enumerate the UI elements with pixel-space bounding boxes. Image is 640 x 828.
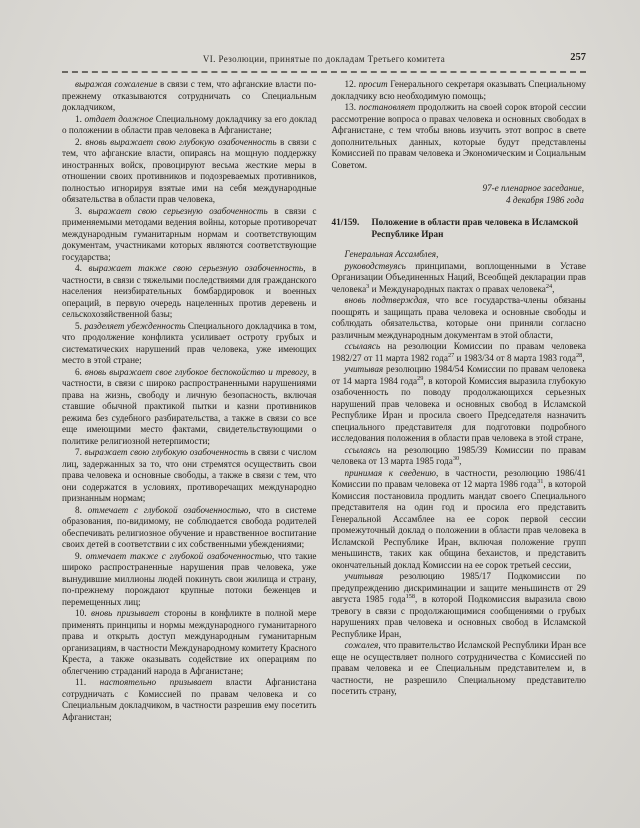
text-segment: 13.	[344, 102, 359, 112]
text-segment: стороны в конфликте в полной мере применять принципы и нормы международного гуманитарного права и открыть доступ международным гуманитарным организациям, в частности Международному комитету Красного Креста, а также оказывать содействие их операциям по облегчению страданий народа в Афганистане;	[62, 608, 317, 676]
paragraph	[62, 447, 317, 505]
text-segment: продолжить на своей сорок второй сессии рассмотрение вопроса о правах человека и основных свободах в Афганистане, с тем чтобы вновь изучить этот вопрос в свете дополнительных данных, которые будут представлены Комиссией по правам человека и Экономическим и Социальным Советом.	[331, 102, 586, 170]
footnote-ref: 158	[405, 592, 416, 600]
text-segment: 5.	[75, 320, 85, 331]
paragraph	[62, 505, 317, 551]
text-segment: ,	[582, 352, 585, 363]
footnote-ref: 28	[575, 351, 583, 359]
paragraph	[332, 640, 587, 698]
paragraph	[332, 249, 587, 261]
text-segment: в связи с тем, что афганские власти, опираясь на мощную поддержку иностранных войск, провоцируют весьма жесткие меры в отношении своих противников и подозреваемых противников, полностью игнорируя взятые ими на себя международные обязательства в области прав человека,	[62, 136, 317, 204]
paragraph	[62, 367, 317, 448]
text-segment: выражает свою серьезную озабоченность	[88, 205, 268, 216]
text-segment: учитывая	[344, 364, 384, 374]
text-segment: выражает свою глубокую озабоченность	[84, 447, 249, 457]
footnote-ref: 27	[447, 351, 455, 359]
footnote-ref: 30	[452, 454, 460, 462]
text-segment: 10.	[75, 608, 92, 618]
text-segment: 3.	[75, 205, 89, 216]
text-segment: 2.	[75, 136, 86, 147]
meeting-note	[332, 182, 585, 206]
left-column	[62, 79, 317, 723]
text-segment: что правительство Исламской Республики Иран все еще не осуществляет полного сотрудничества с Комиссией по правам человека и ее Специальным представителем и, в частности, не разрешило Специальному представителю посетить страну,	[331, 640, 586, 696]
text-segment: в частности, в связи с широко распространенными нарушениями права на жизнь, свободу и личную безопасность, включая ставшие обычной практикой пытки и казни противников режима без судебного разбирательства, а также в связи со все еще имеющими место фактами, свидетельствующими о политике религиозной нетерпимости;	[62, 366, 317, 446]
text-segment: , в которой Комиссия постановила продлить мандат своего Специального представителя на один год и просила его представить Генеральной Ассамблее на ее сорок первой сессии промежуточный доклад о положении в области прав человека в Исламской Республике Иран, включая положение групп меньшинств, таких как община бехаистов, и представить окончательный доклад Комиссии на ее сорок третьей сессии,	[331, 479, 586, 570]
text-segment: Генерального секретаря оказывать Специальному докладчику всю необходимую помощь;	[331, 79, 586, 101]
paragraph	[332, 102, 587, 171]
text-segment: резолюцию 1984/54 Комиссии по правам человека от 14 марта 1984 года	[331, 364, 586, 386]
text-segment: 4.	[75, 263, 89, 273]
text-segment: отдает должное	[84, 113, 154, 124]
resolution-number: 41/159.	[331, 217, 360, 227]
text-segment: принимая к сведению,	[344, 467, 439, 478]
text-segment: 8.	[75, 504, 88, 515]
page-number: 257	[570, 52, 586, 63]
right-column	[332, 79, 587, 723]
text-segment: в связи с применяемыми методами ведения войны, которые противоречат международным гуманитарным нормам и соответствующим документам, участниками которых являются соответствующие государства;	[62, 205, 317, 262]
header-divider	[62, 71, 586, 73]
text-segment: ,	[459, 456, 462, 466]
text-segment: вновь подтверждая,	[344, 295, 430, 305]
text-segment: и 1983/34 от 8 марта 1983 года	[454, 352, 576, 363]
paragraph	[332, 295, 587, 341]
page-header	[62, 54, 586, 68]
resolution-heading	[332, 216, 587, 240]
text-segment: сожалея,	[344, 640, 381, 650]
paragraph	[332, 364, 587, 445]
text-segment: в частности, в связи с тяжелыми последствиями для гражданского населения неизбирательных бомбардировок и военных операций, в первую очередь нацеленных против деревень и сельскохозяйственной базы;	[62, 263, 317, 319]
text-segment: на резолюцию 1985/39 Комиссии по правам человека от 13 марта 1985 года	[331, 444, 586, 466]
text-segment: Генеральная Ассамблея,	[344, 249, 439, 259]
text-segment: что в системе образования, по-видимому, не соблюдается свобода родителей обеспечивать религиозное обучение и нравственное воспитание своих детей в соответствии с их собственными убеждениями;	[62, 504, 317, 549]
text-segment: настоятельно призывает	[99, 677, 213, 687]
text-segment: резолюцию 1985/17 Подкомиссии по предупреждению дискриминации и защите меньшинств от 29 августа 1985 года	[331, 571, 586, 604]
text-segment: Специального докладчика в том, что продолжение конфликта усиливает остроту грубых и систематических нарушений прав человека, уже имеющих место в этой стране;	[62, 320, 317, 365]
paragraph	[332, 445, 587, 468]
text-segment: 6.	[75, 366, 85, 377]
footnote-ref: 3	[366, 282, 370, 290]
text-segment: постановляет	[358, 102, 416, 112]
resolution-title: Положение в области прав человека в Исламской Республике Иран	[371, 217, 579, 239]
paragraph	[332, 261, 587, 296]
footnote-ref: 29	[417, 374, 424, 382]
paragraph	[62, 608, 317, 677]
text-segment: , в которой Комиссия выразила глубокую озабоченность по поводу продолжающихся серьезных нарушений прав человека и основных свобод в Исламской Республике Иран и просила своего Председателя назначить специального представителя для подготовки подробного исследования положения в области прав человека в этой стране,	[331, 375, 586, 443]
meeting-note-line: 4 декабря 1986 года	[505, 195, 584, 205]
text-columns	[62, 79, 586, 723]
text-segment: вновь выражает свою глубокую озабоченность	[85, 136, 277, 147]
text-segment: принципами, воплощенными в Уставе Организации Объединенных Наций, Всеобщей декларации прав человека	[331, 260, 586, 294]
text-segment: в частности, резолюцию 1986/41 Комиссии по правам человека от 12 марта 1986 года	[331, 467, 586, 489]
text-segment: разделяет убежденность	[84, 320, 186, 331]
paragraph	[332, 468, 587, 572]
paragraph	[332, 79, 587, 102]
text-segment: вновь призывает	[91, 608, 160, 618]
paragraph	[62, 677, 317, 723]
text-segment: вновь выражает свое глубокое беспокойство и тревогу,	[84, 366, 310, 377]
meeting-note-line: 97-е пленарное заседание,	[482, 183, 584, 193]
paragraph	[62, 206, 317, 264]
text-segment: отмечает также с глубокой озабоченностью,	[85, 550, 275, 561]
text-segment: в связи с числом лиц, задержанных за то, что они стремятся осуществить свои права человека и основные свободы, а также в связи с тем, что они содержатся в условиях, противоречащих международно признанным нормам;	[62, 447, 317, 503]
text-segment: 11.	[75, 677, 100, 687]
paragraph	[62, 263, 317, 321]
text-segment: на резолюции Комиссии по правам человека 1982/27 от 11 марта 1982 года	[331, 341, 586, 363]
text-segment: 9.	[75, 550, 86, 561]
text-segment: выражает также свою серьезную озабоченность,	[88, 263, 306, 273]
paragraph	[62, 79, 317, 114]
text-segment: 1.	[75, 113, 85, 124]
text-segment: выражая сожаление	[75, 79, 158, 89]
text-segment: учитывая	[344, 571, 384, 581]
text-segment: ссылаясь	[344, 444, 381, 455]
paragraph	[332, 341, 587, 364]
text-segment: ссылаясь	[344, 341, 381, 351]
text-segment: 7.	[75, 447, 85, 457]
text-segment: отмечает с глубокой озабоченностью,	[87, 504, 251, 515]
text-segment: что такие широко распространенные нарушения прав человека, уже вынудившие миллионы людей покинуть свои жилища и страну, по-прежнему порождают крупные потоки беженцев и перемещенных лиц;	[62, 550, 317, 607]
text-segment: и Международных пактах о правах человека	[369, 283, 546, 294]
text-segment: ,	[552, 283, 555, 294]
text-segment: руководствуясь	[344, 260, 406, 271]
paragraph	[332, 571, 587, 640]
text-segment: 12.	[344, 79, 359, 89]
text-segment: просит	[358, 79, 388, 89]
text-segment: что все государства-члены обязаны поощрять и защищать права человека и основные свободы и соблюдать обязательства, которые они приняли согласно различным международным документам в этой области,	[331, 295, 586, 340]
text-segment: , в которой Подкомиссия выразила свою тревогу в связи с продолжающимися сообщениями о грубых нарушениях прав человека и основных свобод в Исламской Республике Иран,	[331, 594, 586, 639]
paragraph	[62, 137, 317, 206]
paragraph	[62, 551, 317, 609]
footnote-ref: 24	[545, 282, 553, 290]
text-segment: Специальному докладчику за его доклад о положении в области прав человека в Афганистане;	[62, 113, 317, 135]
text-segment: в связи с тем, что афганские власти по-прежнему отказываются сотрудничать со Специальным докладчиком,	[62, 79, 317, 112]
footnote-ref: 31	[537, 477, 544, 485]
paragraph	[62, 321, 317, 367]
paragraph	[62, 114, 317, 137]
text-segment: власти Афганистана сотрудничать с Комиссией по правам человека и со Специальным докладчиком, в частности разрешив ему посетить Афганистан;	[62, 677, 317, 722]
section-header: VI. Резолюции, принятые по докладам Третьего комитета	[202, 54, 446, 64]
